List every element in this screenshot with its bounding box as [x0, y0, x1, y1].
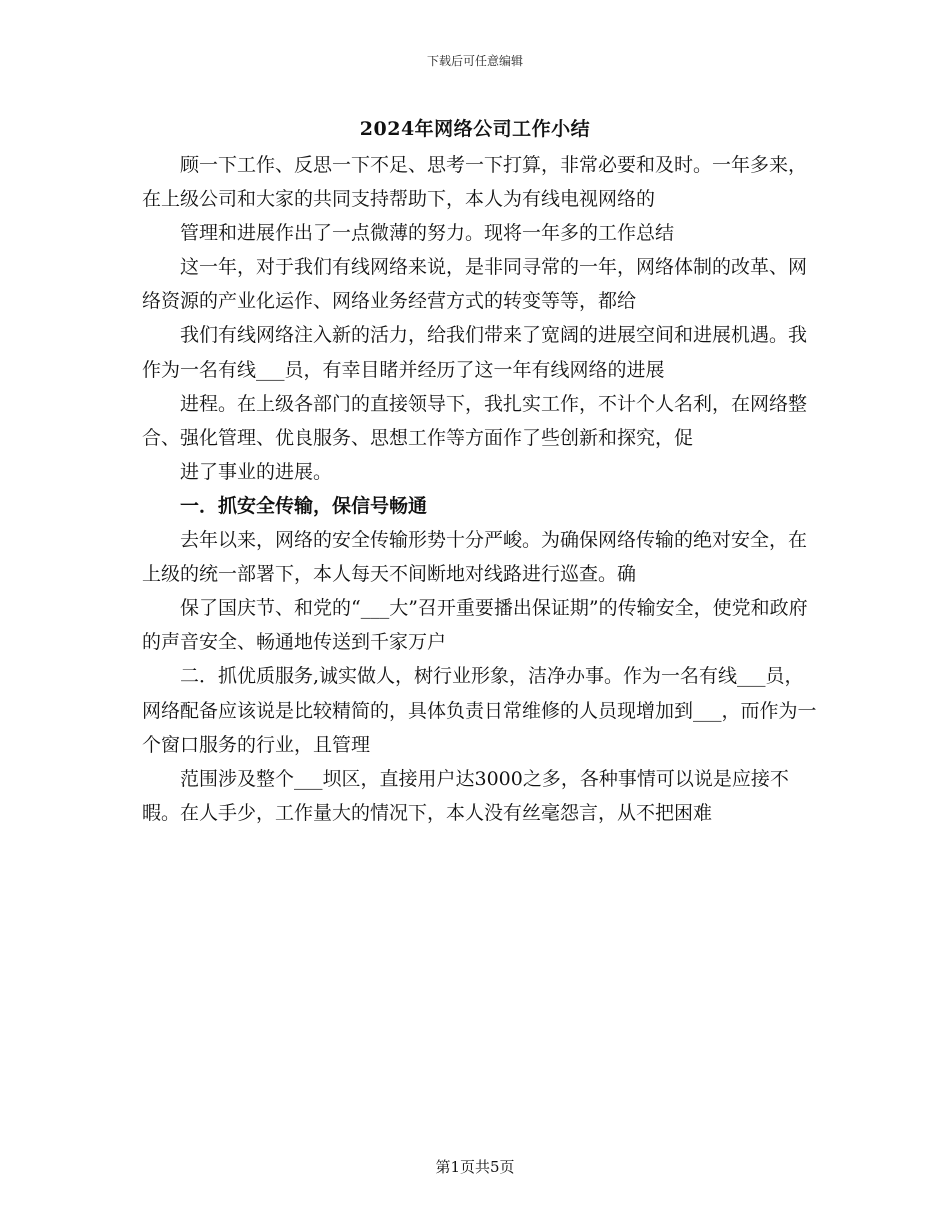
paragraph: 进程。在上级各部门的直接领导下，我扎实工作，不计个人名利，在网络整合、强化管理、优良服务、思想工作等方面作了些创新和探究，促	[142, 392, 808, 449]
document-body	[142, 148, 822, 830]
paragraph: 范围涉及整个___坝区，直接用户达3000之多，各种事情可以说是应接不暇。在人手少，工作量大的情况下，本人没有丝毫怨言，从不把困难	[142, 767, 789, 824]
section-heading: 一．抓安全传输，保信号畅通	[180, 494, 428, 517]
paragraph: 管理和进展作出了一点微薄的努力。现将一年多的工作总结	[180, 222, 675, 245]
paragraph: 去年以来，网络的安全传输形势十分严峻。为确保网络传输的绝对安全，在上级的统一部署下，本人每天不间断地对线路进行巡查。确	[142, 529, 808, 586]
header-note: 下载后可任意编辑	[426, 54, 523, 68]
paragraph: 进了事业的进展。	[180, 460, 333, 483]
paragraph: 顾一下工作、反思一下不足、思考一下打算，非常必要和及时。一年多来，在上级公司和大家的共同支持帮助下，本人为有线电视网络的	[142, 154, 808, 211]
paragraph: 二．抓优质服务,诚实做人，树行业形象，洁净办事。作为一名有线___员，网络配备应该说是比较精简的，具体负责日常维修的人员现增加到___，而作为一个窗口服务的行业，且管理	[142, 665, 817, 756]
page-number-footer: 第1页共5页	[435, 1158, 515, 1176]
paragraph: 保了国庆节、和党的“___大”召开重要播出保证期”的传输安全，使党和政府的声音安全、畅通地传送到千家万户	[142, 597, 808, 654]
document-title: 2024年网络公司工作小结	[359, 118, 591, 140]
paragraph: 这一年，对于我们有线网络来说，是非同寻常的一年，网络体制的改革、网络资源的产业化运作、网络业务经营方式的转变等等，都给	[142, 256, 808, 313]
paragraph: 我们有线网络注入新的活力，给我们带来了宽阔的进展空间和进展机遇。我作为一名有线___员，有幸目睹并经历了这一年有线网络的进展	[142, 324, 808, 381]
